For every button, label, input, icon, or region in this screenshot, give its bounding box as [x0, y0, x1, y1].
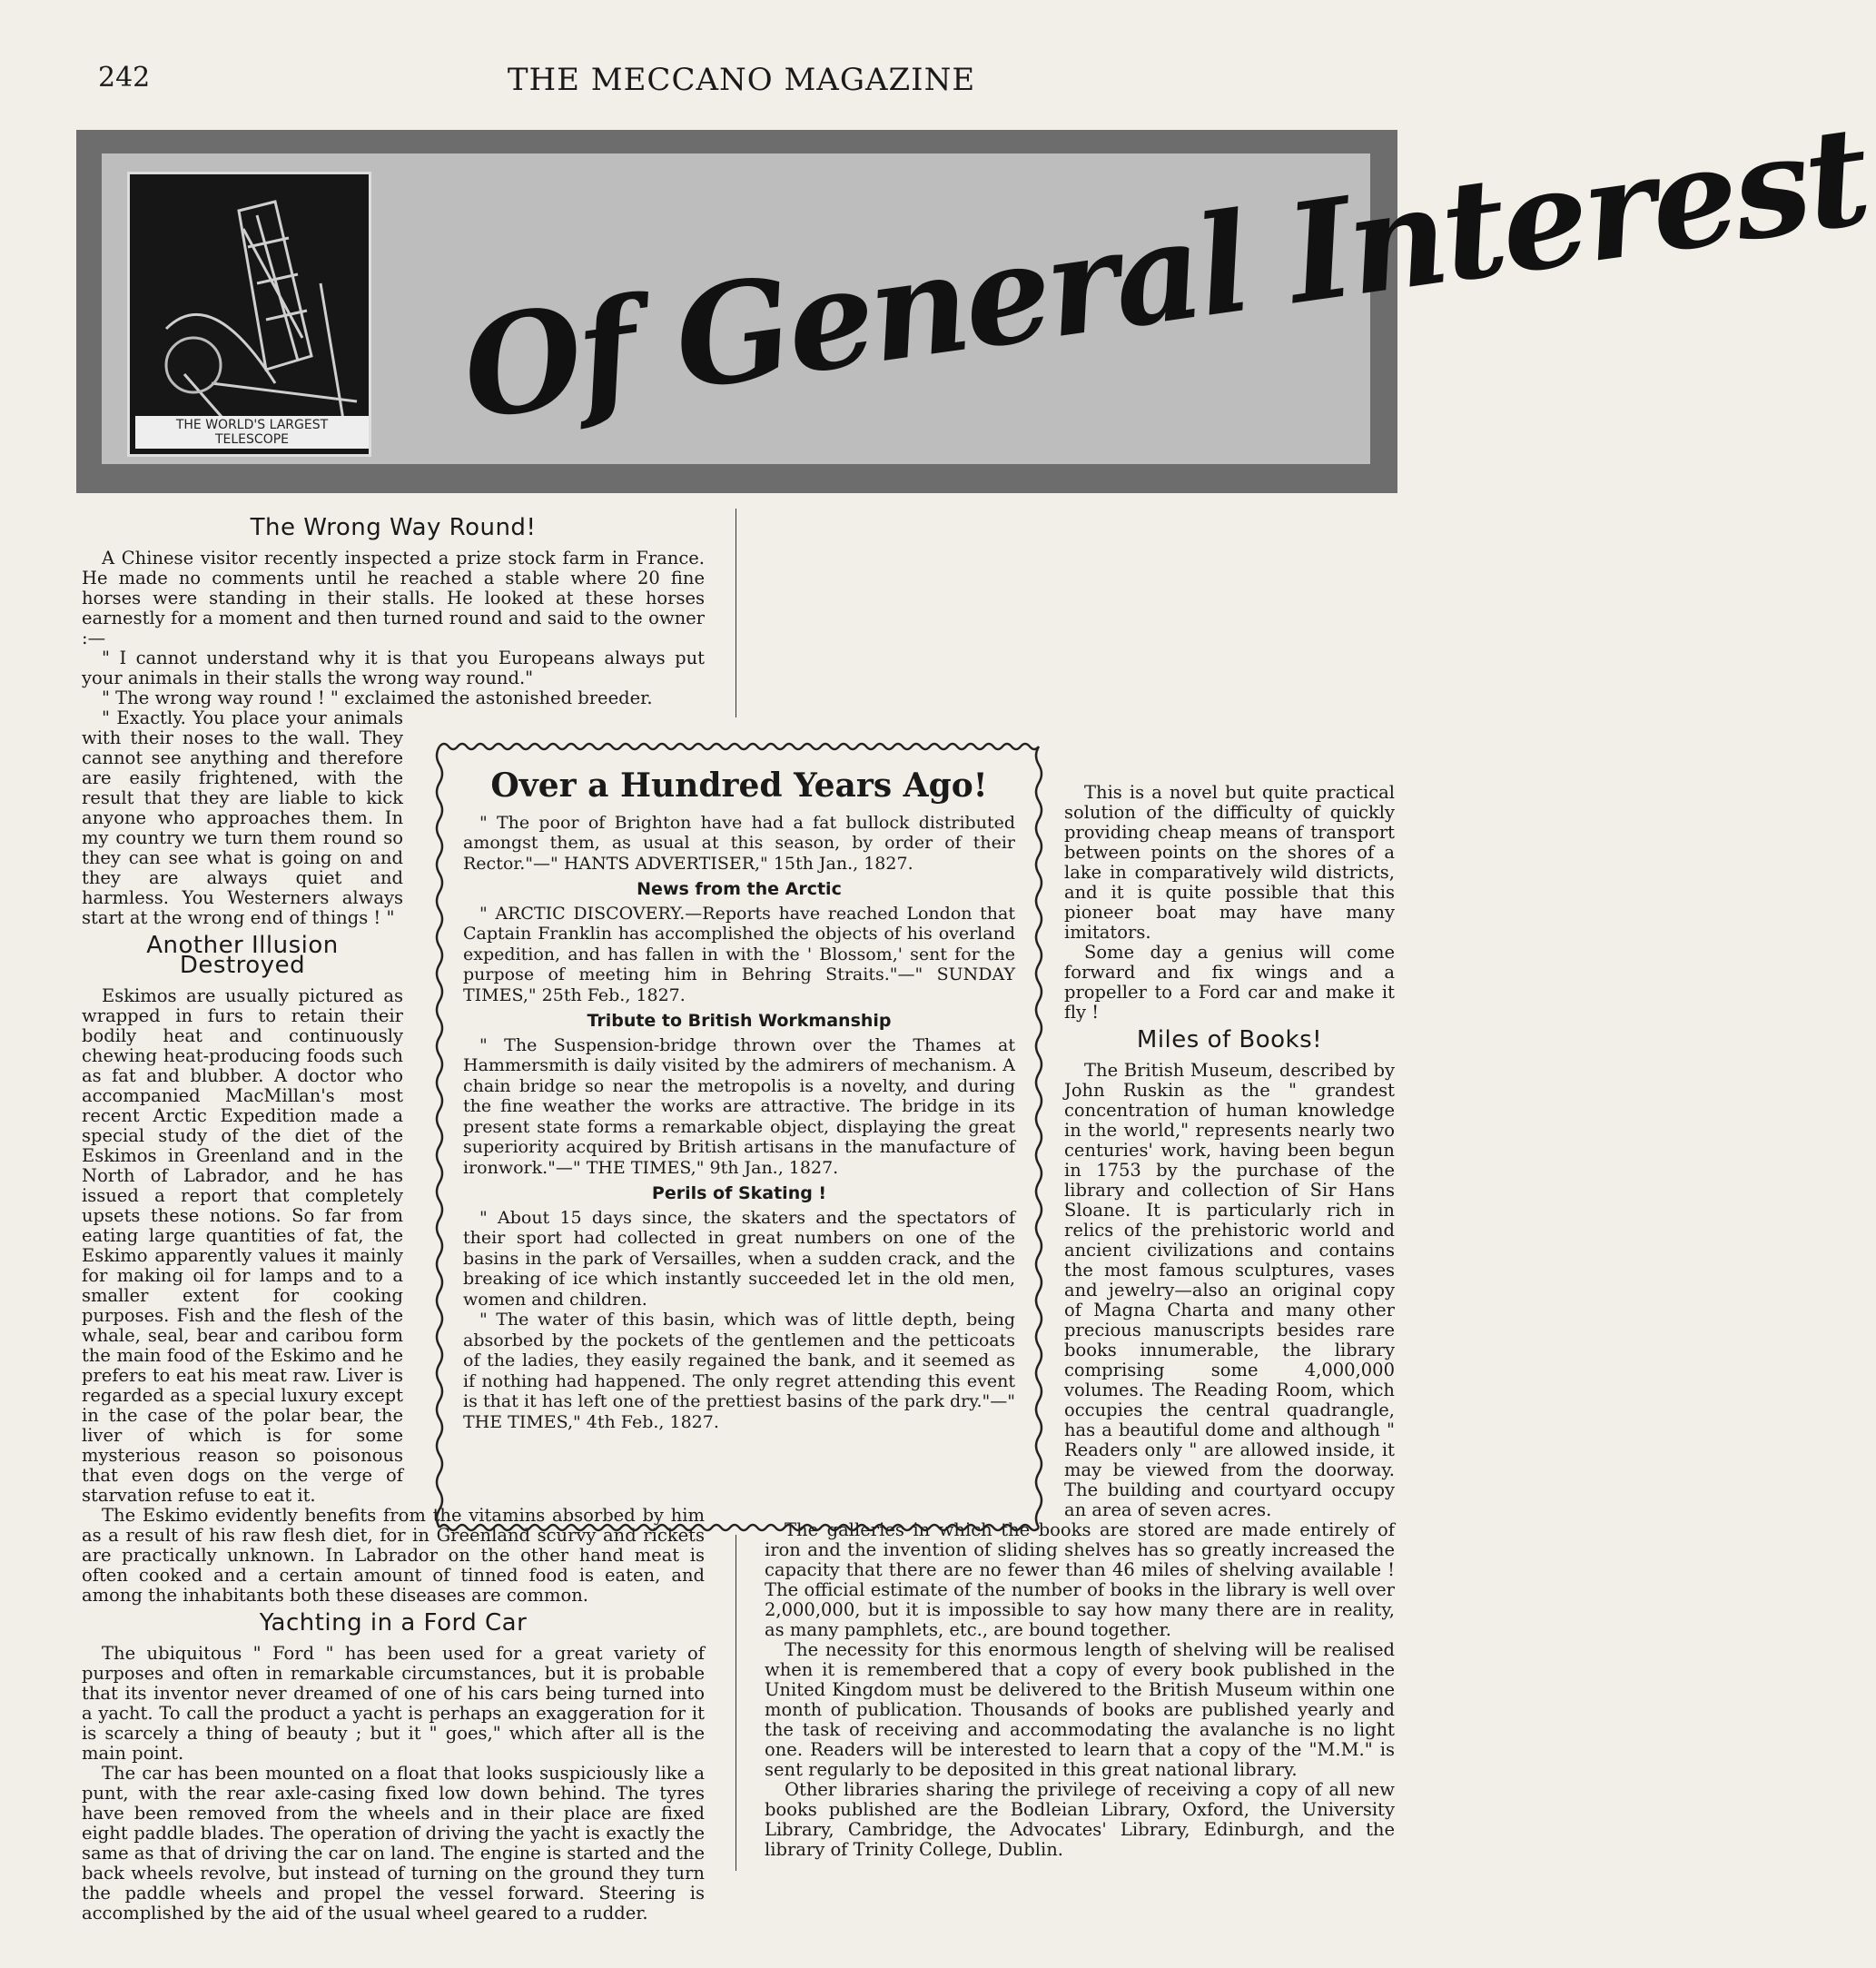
hundred-years-box: [430, 737, 1048, 1537]
magazine-title: THE MECCANO MAGAZINE: [507, 62, 976, 98]
box-paragraph: " About 15 days since, the skaters and the spectators of their sport had collected in great numbers on one of the basins in the park of Versailles, when a sudden crack, and the breaking of ice which instantly succeeded let in the old men, women and children.: [463, 1207, 1015, 1310]
paragraph: A Chinese visitor recently inspected a prize stock farm in France. He made no comments until he reached a stable where 20 fine horses were standing in their stalls. He looked at these horses earnestly for a moment and then turned round and said to the owner :—: [82, 548, 705, 648]
paragraph: Eskimos are usually pictured as wrapped in furs to retain their bodily heat and continuously chewing heat-producing foods such as fat and blubber. A doctor who accompanied MacMillan's most recent Arctic Expedition made a special study of the diet of the Eskimos in Greenland and in the North of Labrador, and he has issued a report that completely upsets these notions. So far from eating large quantities of fat, the Eskimo apparently values it mainly for making oil for lamps and to a smaller extent for cooking purposes. Fish and the flesh of the whale, seal, bear and caribou form the main food of the Eskimo and he prefers to eat his meat raw. Liver is regarded as a special luxury except in the case of the polar bear, the liver of which is for some mysterious reason so poisonous that even dogs on the verge of starvation refuse to eat it.: [82, 985, 403, 1506]
paragraph: This is a novel but quite practical solution of the difficulty of quickly providing cheap means of transport between points on the shores of a lake in comparatively wild districts, and it is quite possible that this pioneer boat may have many imitators.: [1064, 782, 1395, 943]
paragraph: Other libraries sharing the privilege of receiving a copy of all new books published are the Bodleian Library, Oxford, the University Library, Cambridge, the Advocates' Library, Edinburgh, and the library of Trinity College, Dublin.: [765, 1779, 1395, 1860]
box-subheading: Tribute to British Workmanship: [587, 1011, 892, 1031]
section-heading: Miles of Books!: [1136, 1026, 1323, 1053]
telescope-photo: [127, 172, 371, 457]
header-banner: [76, 95, 1876, 493]
paragraph: The car has been mounted on a float that looks suspiciously like a punt, with the rear axle-casing fixed low down behind. The tyres have been removed from the wheels and in their place are fixed eight paddle blades. The operation of driving the yacht is exactly the same as that of driving the car on land. The engine is started and the back wheels revolve, but instead of turning on the ground they turn the paddle wheels and propel the vessel forward. Steering is accomplished by the aid of the usual wheel geared to a rudder.: [82, 1763, 705, 1923]
paragraph: The ubiquitous " Ford " has been used for a great variety of purposes and often in remarkable circumstances, but it is probable that its inventor never dreamed of one of his cars being turned into a yacht. To call the product a yacht is perhaps an exaggeration for it is scarcely a thing of beauty ; but it " goes," which after all is the main point.: [82, 1643, 705, 1764]
box-title: Over a Hundred Years Ago!: [490, 766, 988, 805]
paragraph: The necessity for this enormous length of shelving will be realised when it is remembered that a copy of every book published in the United Kingdom must be delivered to the British Museum within one month of publication. Thousands of books are published yearly and the task of receiving and accommodating the avalanche is no light one. Readers will be interested to learn that a copy of the "M.M." is sent regularly to be deposited in this great national library.: [765, 1639, 1395, 1780]
section-heading: Yachting in a Ford Car: [259, 1609, 528, 1637]
paragraph: The British Museum, described by John Ruskin as the " grandest concentration of human knowledge in the world," represents nearly two centuries' work, having been begun in 1753 by the purchase of the library and collection of Sir Hans Sloane. It is particularly rich in relics of the prehistoric world and ancient civilizations and contains the most famous sculptures, vases and jewelry—also an original copy of Magna Charta and many other precious manuscripts besides rare books innumerable, the library comprising some 4,000,000 volumes. The Reading Room, which occupies the central quadrangle, has a beautiful dome and although " Readers only " are allowed inside, it may be viewed from the doorway. The building and courtyard occupy an area of seven acres.: [1064, 1060, 1395, 1520]
telescope-caption: THE WORLD'S LARGEST TELESCOPE: [135, 416, 369, 449]
paragraph: " The wrong way round ! " exclaimed the astonished breeder.: [102, 687, 653, 708]
box-paragraph: " The poor of Brighton have had a fat bullock distributed amongst them, as usual at this season, by order of their Rector."—" HANTS ADVERTISER," 15th Jan., 1827.: [463, 812, 1015, 874]
paragraph: " I cannot understand why it is that you Europeans always put your animals in their stalls the wrong way round.": [82, 648, 705, 688]
box-content: [463, 763, 1015, 1432]
paragraph: " Exactly. You place your animals with their noses to the wall. They cannot see anything and therefore are easily frightened, with the result that they are liable to kick anyone who approaches them. In my country we turn them round so they can see what is going on and they are always quiet and harmless. You Westerners always start at the wrong end of things ! ": [82, 707, 403, 928]
section-heading: The Wrong Way Round!: [250, 514, 537, 541]
telescope-image: [130, 174, 369, 454]
page-number: 242: [98, 62, 151, 94]
banner-title: Of General Interest: [453, 95, 1876, 451]
box-paragraph: " ARCTIC DISCOVERY.—Reports have reached London that Captain Franklin has accomplished the objects of his overland expedition, and has fallen in with the ' Blossom,' sent for the purpose of meeting him in Behring Straits."—" SUNDAY TIMES," 25th Feb., 1827.: [463, 903, 1015, 1005]
paragraph: The Eskimo evidently benefits from the vitamins absorbed by him as a result of his raw flesh diet, for in Greenland scurvy and rickets are practically unknown. In Labrador on the other hand meat is often cooked and a certain amount of tinned food is eaten, and among the inhabitants both these diseases are common.: [82, 1505, 705, 1606]
box-paragraph: " The Suspension-bridge thrown over the Thames at Hammersmith is daily visited by the admirers of mechanism. A chain bridge so near the metropolis is a novelty, and during the fine weather the works are attractive. The bridge in its present state forms a remarkable object, displaying the great superiority acquired by British artisans in the manufacture of ironwork."—" THE TIMES," 9th Jan., 1827.: [463, 1034, 1015, 1178]
box-paragraph: " The water of this basin, which was of little depth, being absorbed by the pockets of the gentlemen and the petticoats of the ladies, they easily regained the bank, and it seemed as if nothing had happened. The only regret attending this event is that it has left one of the prettiest basins of the park dry."—" THE TIMES," 4th Feb., 1827.: [463, 1310, 1015, 1432]
box-subheading: Perils of Skating !: [651, 1183, 827, 1203]
section-heading: Another Illusion Destroyed: [146, 932, 339, 979]
paragraph: Some day a genius will come forward and fix wings and a propeller to a Ford car and make it fly !: [1064, 942, 1395, 1023]
box-subheading: News from the Arctic: [637, 879, 842, 899]
paragraph: The galleries in which the books are stored are made entirely of iron and the invention of sliding shelves has so greatly increased the capacity that there are no fewer than 46 miles of shelving available ! The official estimate of the number of books in the library is well over 2,000,000, but it is impossible to say how many there are in reality, as many pamphlets, etc., are bound together.: [765, 1519, 1395, 1640]
